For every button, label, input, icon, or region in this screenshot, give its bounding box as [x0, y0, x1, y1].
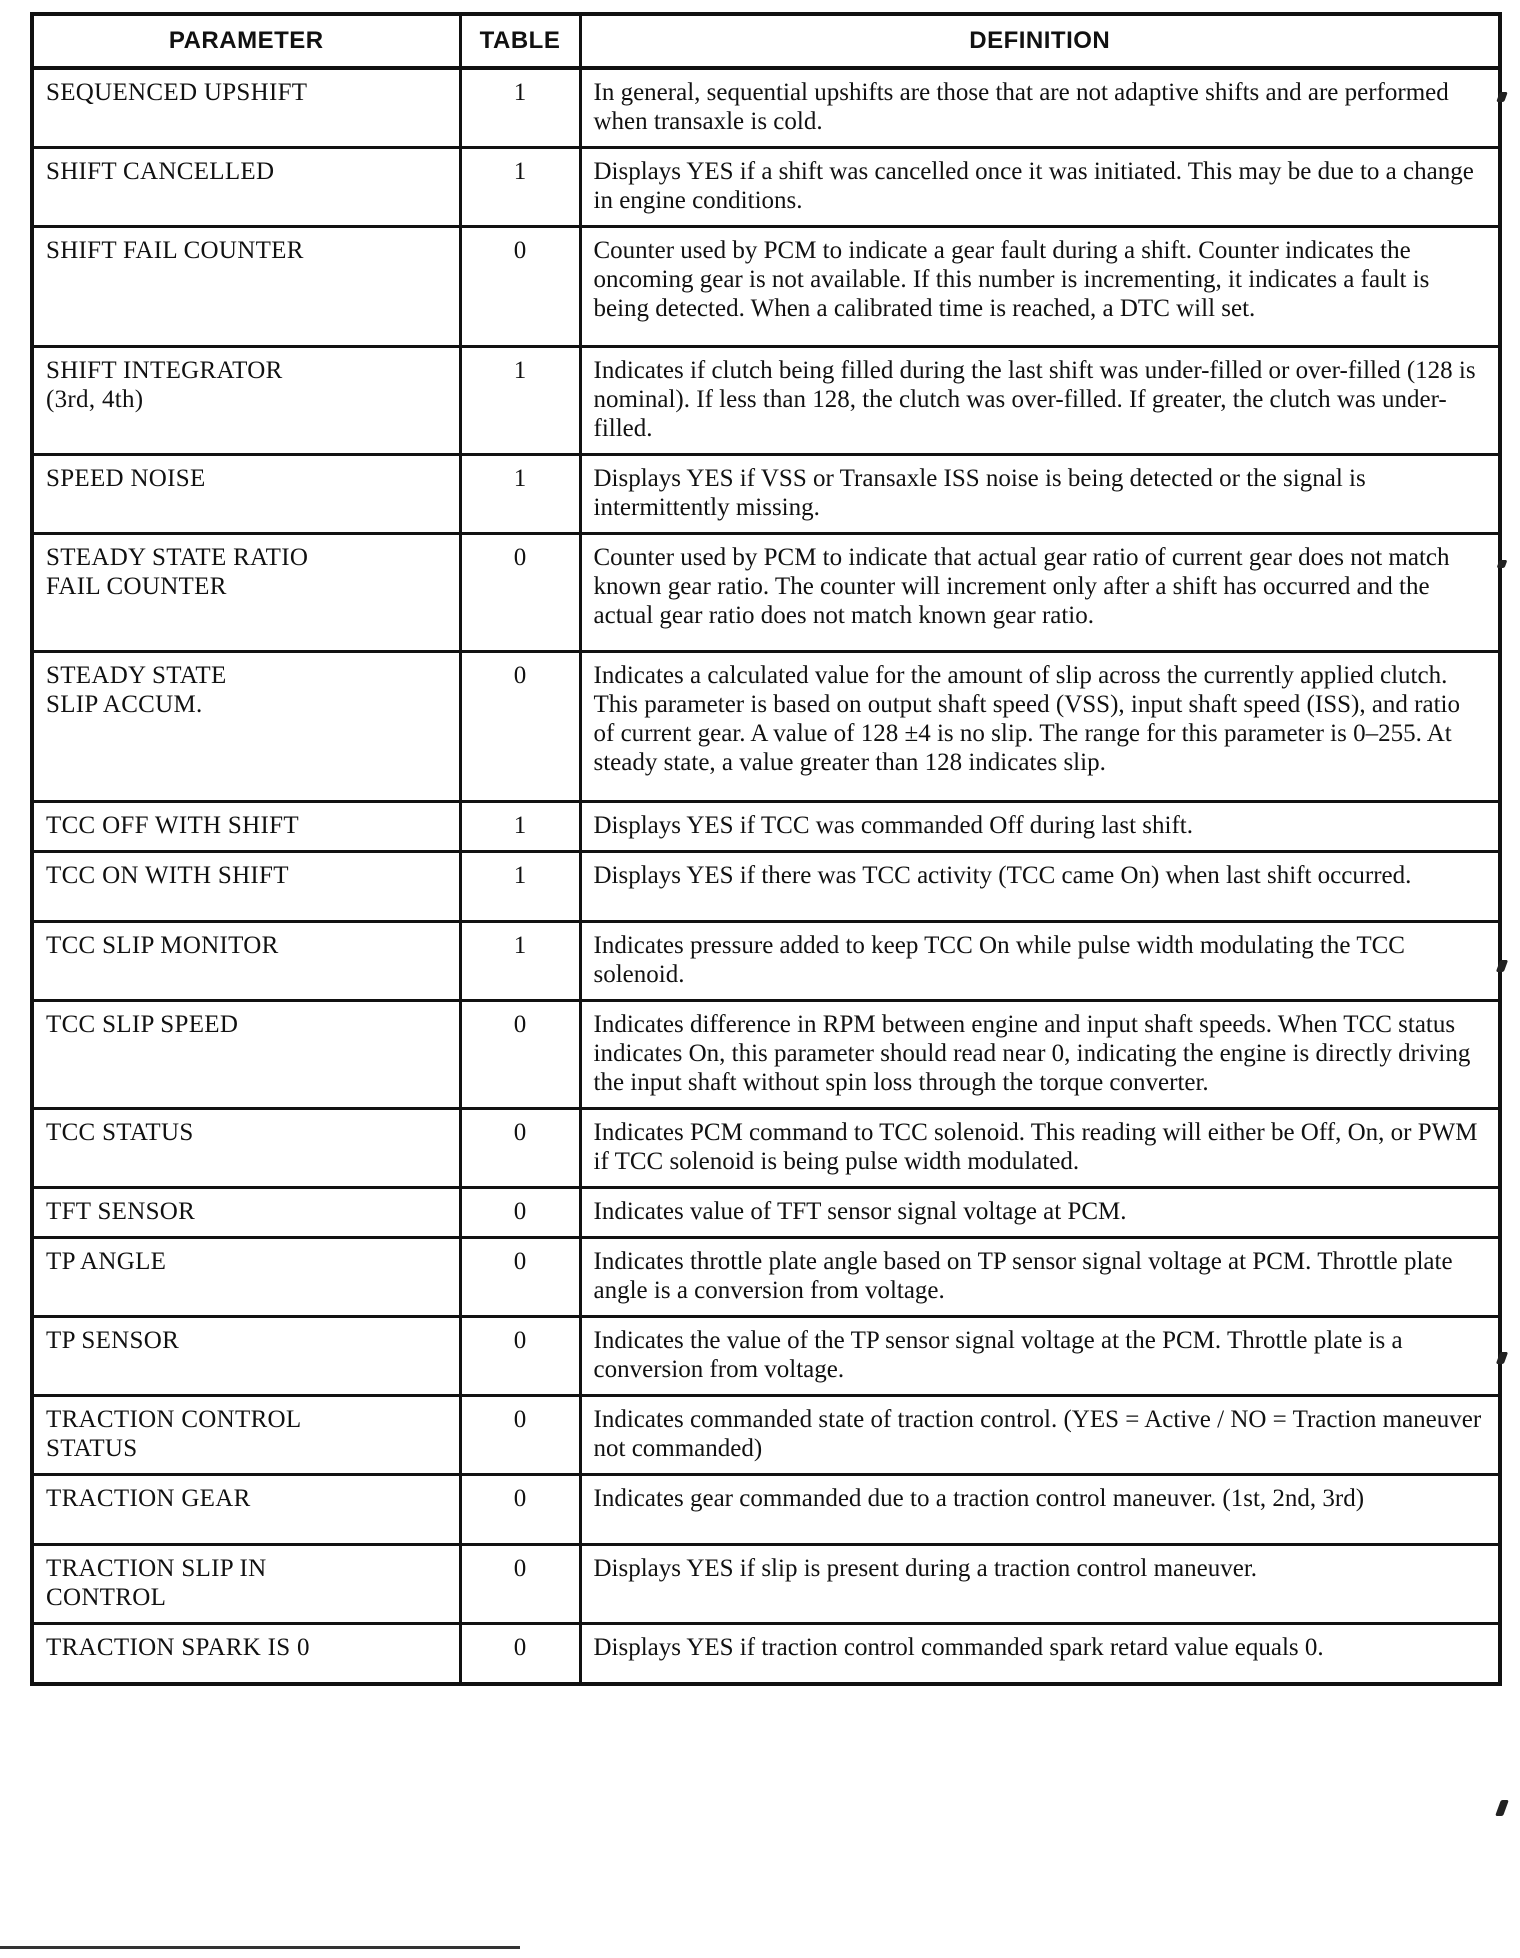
header-table: TABLE — [460, 14, 580, 68]
parameter-name: CONTROL — [46, 1584, 167, 1611]
table-row — [32, 1317, 1500, 1396]
table-number-cell: 0 — [460, 652, 580, 802]
table-number-cell: 1 — [460, 922, 580, 1001]
parameter-name: TFT SENSOR — [46, 1198, 196, 1225]
definition-cell: Indicates value of TFT sensor signal voltage at PCM. — [580, 1188, 1500, 1238]
table-number-cell: 0 — [460, 1396, 580, 1475]
parameter-name: TP SENSOR — [46, 1327, 180, 1354]
parameter-cell — [32, 802, 460, 852]
table-row — [32, 68, 1500, 148]
table-row — [32, 455, 1500, 534]
header-parameter: PARAMETER — [32, 14, 460, 68]
definition-cell: Indicates a calculated value for the amount of slip across the currently applied clutch. This parameter is based on output shaft speed (VSS), input shaft speed (ISS), and ratio of current gear. A value of 128 ±4 is no slip. The range for this parameter is 0–255. At steady state, a value greater than 128 indicates slip. — [580, 652, 1500, 802]
parameter-cell — [32, 1624, 460, 1684]
table-number-cell: 0 — [460, 1545, 580, 1624]
definition-cell: Indicates the value of the TP sensor signal voltage at the PCM. Throttle plate is a conversion from voltage. — [580, 1317, 1500, 1396]
parameter-cell — [32, 148, 460, 227]
parameter-cell — [32, 1109, 460, 1188]
table-number-cell: 0 — [460, 1001, 580, 1109]
definition-cell: Displays YES if a shift was cancelled once it was initiated. This may be due to a change in engine conditions. — [580, 148, 1500, 227]
table-row — [32, 1001, 1500, 1109]
document-page — [30, 12, 1498, 1944]
table-number-cell: 1 — [460, 148, 580, 227]
parameter-cell — [32, 534, 460, 652]
parameter-cell — [32, 852, 460, 922]
table-row — [32, 852, 1500, 922]
definition-cell: Displays YES if traction control commanded spark retard value equals 0. — [580, 1624, 1500, 1684]
table-number-cell: 0 — [460, 534, 580, 652]
parameter-name: TCC SLIP SPEED — [46, 1011, 239, 1038]
parameter-name: FAIL COUNTER — [46, 573, 227, 600]
table-row — [32, 1238, 1500, 1317]
definition-cell: Indicates commanded state of traction control. (YES = Active / NO = Traction maneuver not commanded) — [580, 1396, 1500, 1475]
definition-cell: Indicates pressure added to keep TCC On while pulse width modulating the TCC solenoid. — [580, 922, 1500, 1001]
parameter-name: (3rd, 4th) — [46, 386, 144, 413]
header-definition: DEFINITION — [580, 14, 1500, 68]
definition-cell: Displays YES if TCC was commanded Off during last shift. — [580, 802, 1500, 852]
table-number-cell: 0 — [460, 227, 580, 347]
table-number-cell: 1 — [460, 802, 580, 852]
parameter-cell — [32, 1238, 460, 1317]
table-row — [32, 1188, 1500, 1238]
parameter-cell — [32, 68, 460, 148]
definition-cell: Counter used by PCM to indicate that actual gear ratio of current gear does not match known gear ratio. The counter will increment only after a shift has occurred and the actual gear ratio does not match known gear ratio. — [580, 534, 1500, 652]
definition-cell: Indicates if clutch being filled during the last shift was under-filled or over-filled (128 is nominal). If less than 128, the clutch was over-filled. If greater, the clutch was under-filled. — [580, 347, 1500, 455]
parameter-cell — [32, 347, 460, 455]
table-row — [32, 652, 1500, 802]
parameter-cell — [32, 455, 460, 534]
table-number-cell: 1 — [460, 852, 580, 922]
margin-print-mark — [1496, 92, 1508, 102]
table-row — [32, 1109, 1500, 1188]
table-body — [32, 68, 1500, 1684]
parameter-name: TRACTION SLIP IN — [46, 1555, 267, 1582]
parameter-name: SHIFT INTEGRATOR — [46, 357, 283, 384]
parameter-name: STATUS — [46, 1435, 138, 1462]
parameter-cell — [32, 652, 460, 802]
parameter-cell — [32, 1188, 460, 1238]
table-row — [32, 534, 1500, 652]
definition-cell: Indicates gear commanded due to a traction control maneuver. (1st, 2nd, 3rd) — [580, 1475, 1500, 1545]
parameter-name: TCC OFF WITH SHIFT — [46, 812, 299, 839]
definition-cell: Indicates difference in RPM between engine and input shaft speeds. When TCC status indicates On, this parameter should read near 0, indicating the engine is directly driving the input shaft without spin loss through the torque converter. — [580, 1001, 1500, 1109]
table-number-cell: 0 — [460, 1109, 580, 1188]
table-row — [32, 148, 1500, 227]
table-row — [32, 347, 1500, 455]
parameter-table — [30, 12, 1502, 1686]
table-row — [32, 227, 1500, 347]
parameter-name: TCC ON WITH SHIFT — [46, 862, 289, 889]
parameter-name: SHIFT FAIL COUNTER — [46, 237, 304, 264]
table-number-cell: 1 — [460, 455, 580, 534]
definition-cell: Displays YES if VSS or Transaxle ISS noise is being detected or the signal is intermittently missing. — [580, 455, 1500, 534]
table-row — [32, 802, 1500, 852]
margin-print-mark — [1497, 560, 1508, 568]
table-number-cell: 0 — [460, 1624, 580, 1684]
definition-cell: Indicates PCM command to TCC solenoid. This reading will either be Off, On, or PWM if TCC solenoid is being pulse width modulated. — [580, 1109, 1500, 1188]
parameter-name: STEADY STATE RATIO — [46, 544, 309, 571]
parameter-name: TRACTION SPARK IS 0 — [46, 1634, 310, 1661]
parameter-name: TRACTION CONTROL — [46, 1406, 302, 1433]
parameter-name: TCC SLIP MONITOR — [46, 932, 279, 959]
parameter-name: SEQUENCED UPSHIFT — [46, 79, 308, 106]
parameter-cell — [32, 1396, 460, 1475]
parameter-cell — [32, 1317, 460, 1396]
parameter-cell — [32, 1475, 460, 1545]
table-row — [32, 1624, 1500, 1684]
table-number-cell: 1 — [460, 68, 580, 148]
parameter-name: TP ANGLE — [46, 1248, 167, 1275]
definition-cell: Displays YES if there was TCC activity (TCC came On) when last shift occurred. — [580, 852, 1500, 922]
parameter-name: STEADY STATE — [46, 662, 227, 689]
table-number-cell: 0 — [460, 1238, 580, 1317]
header-row — [32, 14, 1500, 68]
definition-cell: In general, sequential upshifts are those that are not adaptive shifts and are performed when transaxle is cold. — [580, 68, 1500, 148]
parameter-name: TCC STATUS — [46, 1119, 194, 1146]
table-row — [32, 922, 1500, 1001]
definition-cell: Indicates throttle plate angle based on TP sensor signal voltage at PCM. Throttle plate angle is a conversion from voltage. — [580, 1238, 1500, 1317]
parameter-name: SHIFT CANCELLED — [46, 158, 275, 185]
table-number-cell: 0 — [460, 1188, 580, 1238]
definition-cell: Counter used by PCM to indicate a gear fault during a shift. Counter indicates the oncoming gear is not available. If this number is incrementing, it indicates a fault is being detected. When a calibrated time is reached, a DTC will set. — [580, 227, 1500, 347]
parameter-name: TRACTION GEAR — [46, 1485, 251, 1512]
parameter-cell — [32, 922, 460, 1001]
table-number-cell: 0 — [460, 1317, 580, 1396]
table-row — [32, 1475, 1500, 1545]
parameter-name: SPEED NOISE — [46, 465, 206, 492]
definition-cell: Displays YES if slip is present during a traction control maneuver. — [580, 1545, 1500, 1624]
table-header — [32, 14, 1500, 68]
parameter-cell — [32, 1545, 460, 1624]
table-row — [32, 1396, 1500, 1475]
table-number-cell: 1 — [460, 347, 580, 455]
parameter-cell — [32, 227, 460, 347]
parameter-name: SLIP ACCUM. — [46, 691, 203, 718]
bottom-rule — [0, 1946, 520, 1949]
parameter-cell — [32, 1001, 460, 1109]
table-row — [32, 1545, 1500, 1624]
table-number-cell: 0 — [460, 1475, 580, 1545]
